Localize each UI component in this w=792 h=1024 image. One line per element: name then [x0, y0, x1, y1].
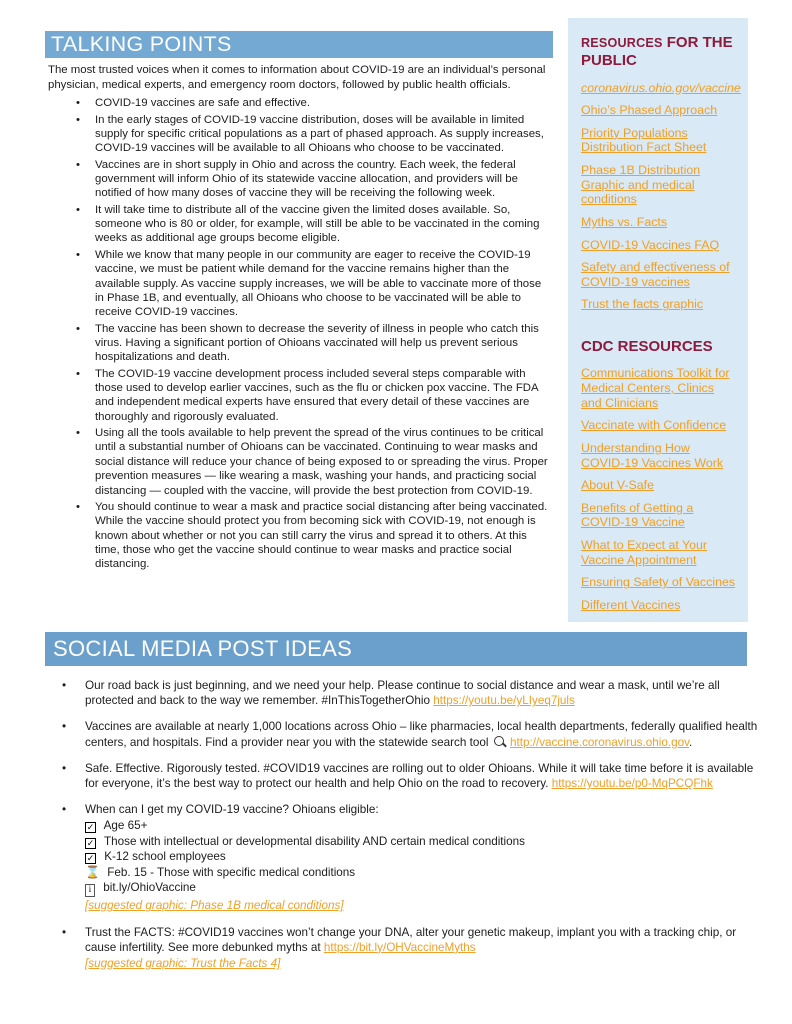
public-resource-link[interactable]: Priority Populations Distribution Fact Sheet	[581, 125, 707, 155]
public-resource-item	[581, 238, 736, 253]
check-icon: ✓	[86, 853, 95, 864]
suggested-graphic-note: [suggested graphic: Trust the Facts 4]	[85, 957, 281, 971]
public-resource-link[interactable]: coronavirus.ohio.gov/vaccine	[581, 80, 741, 95]
cdc-resource-link[interactable]: About V-Safe	[581, 478, 655, 493]
social-post-item	[45, 719, 760, 749]
check-icon: ✓	[86, 837, 95, 848]
social-media-banner	[45, 632, 747, 666]
talking-points-banner	[45, 31, 553, 58]
talking-point-item: • The COVID-19 vaccine development process included several steps comparable with those used to develop earlier vaccines, such as the flu or chicken pox vaccine. The FDA and independent medical experts have ensured that every detail of these vaccines are thoroughly and rigorously evaluated.	[45, 367, 553, 424]
social-post-text: • Trust the FACTS: #COVID19 vaccines won’t change your DNA, alter your genetic makeup, implant you with a tracking chip, or cause infertility. See more debunked myths at https://bit.ly/OHVaccineMyths	[85, 925, 737, 954]
cdc-resource-link[interactable]: Different Vaccines	[581, 597, 681, 612]
social-post-item	[45, 925, 760, 972]
social-post-text: • Our road back is just beginning, and we need your help. Please continue to social distance and wear a mask, until we’re all protected and back to the way we remember. #InThisTogetherOhio https://youtu.be/yLIyeq7juls	[85, 679, 720, 708]
resources-public-heading-small: RESOURCES	[581, 36, 663, 50]
resources-public-heading-rest: FOR THE PUBLIC	[581, 34, 733, 70]
info-icon: i	[85, 884, 95, 897]
social-post-text: • When can I get my COVID-19 vaccine? Ohioans eligible:	[85, 803, 379, 817]
social-post-text: • Vaccines are available at nearly 1,000 locations across Ohio – like pharmacies, local health departments, federally qualified health centers, and hospitals. Find a provider near you with the statewide search tool http://vaccine.coronavirus.ohio.gov.	[85, 720, 758, 749]
talking-point-item: • Using all the tools available to help prevent the spread of the virus continues to be critical until a substantial number of Ohioans can be vaccinated. Continuing to wear masks and social distance will reduce your chance of being exposed to or spreading the virus. Proper prevention measures — like wearing a mask, washing your hands, and practicing social distancing — coupled with the vaccine, will provide the best protection from COVID-19.	[45, 426, 553, 498]
talking-points-list	[45, 96, 553, 572]
public-resource-item	[581, 215, 736, 230]
talking-point-item: • It will take time to distribute all of the vaccine given the limited doses available. So, someone who is 80 or older, for example, will still be able to be vaccinated in the coming weeks as additional age groups become eligible.	[45, 203, 553, 246]
checklist-row: ✓ K-12 school employees	[86, 850, 226, 864]
cdc-resource-link[interactable]: Understanding How COVID-19 Vaccines Work	[581, 440, 724, 470]
public-resource-link[interactable]: Trust the facts graphic	[581, 297, 704, 312]
search-icon	[494, 736, 504, 746]
public-resource-link[interactable]: Ohio’s Phased Approach	[581, 103, 718, 118]
cdc-resource-link[interactable]: Ensuring Safety of Vaccines	[581, 575, 736, 590]
social-post-item	[45, 678, 760, 708]
public-resource-item	[581, 163, 736, 207]
talking-points-section	[45, 18, 553, 574]
checklist-row: ⌛ Feb. 15 - Those with specific medical conditions	[85, 864, 356, 879]
public-resource-item	[581, 297, 736, 312]
talking-point-item: • Vaccines are in short supply in Ohio and across the country. Each week, the federal government will inform Ohio of its statewide vaccine allocation, and providers will be notified of how many doses of vaccine they will be receiving the following week.	[45, 158, 553, 201]
cdc-resource-link[interactable]: Communications Toolkit for Medical Centers, Clinics and Clinicians	[581, 366, 730, 410]
suggested-graphic-note: [suggested graphic: Phase 1B medical conditions]	[85, 899, 344, 913]
public-resource-item	[581, 103, 736, 118]
public-resource-link[interactable]: Myths vs. Facts	[581, 214, 668, 229]
talking-point-item: • COVID-19 vaccines are safe and effective.	[45, 96, 553, 110]
talking-point-item: • While we know that many people in our community are eager to receive the COVID-19 vaccine, we must be patient while demand for the vaccine remains higher than the available supply. As vaccine supply increases, we will be able to vaccinate more of those in Phase 1B, and eventually, all Ohioans who choose to be vaccinated will be able to receive COVID-19 vaccines.	[45, 248, 553, 320]
cdc-resource-item	[581, 501, 736, 530]
public-resource-link[interactable]: Safety and effectiveness of COVID-19 vaccines	[581, 260, 730, 289]
hourglass-icon: ⌛	[85, 864, 100, 879]
cdc-resource-item	[581, 366, 736, 410]
checklist-row: ✓ Those with intellectual or developmental disability AND certain medical conditions	[86, 834, 525, 848]
cdc-resource-item	[581, 538, 736, 567]
cdc-resource-link[interactable]: Benefits of Getting a COVID-19 Vaccine	[581, 500, 694, 530]
page-title: TALKING POINTS	[51, 32, 232, 56]
talking-point-item: • You should continue to wear a mask and practice social distancing after being vaccinated. While the vaccine should protect you from becoming sick with COVID-19, not enough is known about whether or not you can still carry the virus and spread it to others. At this time, those who get the vaccine should continue to wear masks and practice social distancing.	[45, 500, 553, 572]
social-post-item	[45, 761, 760, 791]
social-media-title: SOCIAL MEDIA POST IDEAS	[53, 636, 353, 661]
cdc-resources-heading: CDC RESOURCES	[581, 338, 713, 356]
social-post-list	[45, 678, 760, 971]
public-resource-item	[581, 260, 736, 289]
cdc-resource-item	[581, 441, 736, 470]
cdc-resource-item	[581, 575, 736, 590]
social-post-text: • Safe. Effective. Rigorously tested. #COVID19 vaccines are rolling out to older Ohioans. While it will take time before it is available for everyone, it’s the best way to protect our health and help Ohio on the road to recovery. https://youtu.be/p0-MqPCQFhk	[85, 761, 754, 791]
public-resource-item	[581, 80, 741, 96]
social-post-link[interactable]: https://bit.ly/OHVaccineMyths	[323, 940, 476, 954]
social-post-link[interactable]: https://youtu.be/yLIyeq7juls	[433, 694, 575, 708]
cdc-resource-link[interactable]: Vaccinate with Confidence	[581, 418, 727, 433]
social-post-link[interactable]: https://youtu.be/p0-MqPCQFhk	[551, 777, 713, 791]
social-post-link[interactable]: http://vaccine.coronavirus.ohio.gov	[509, 735, 690, 749]
cdc-resource-links	[581, 366, 736, 612]
cdc-resource-item	[581, 418, 736, 433]
talking-point-item: • The vaccine has been shown to decrease the severity of illness in people who catch this virus. Having a significant portion of Ohioans vaccinated will help us prevent serious hospitalizations and death.	[45, 322, 553, 365]
checklist-row: ✓ Age 65+	[86, 819, 148, 833]
public-resource-links	[581, 80, 741, 313]
checklist-row: i bit.ly/OhioVaccine	[85, 880, 760, 897]
resources-public-heading	[581, 34, 736, 71]
talking-point-item: • In the early stages of COVID-19 vaccine distribution, doses will be available in limited supply for specific critical populations as a part of phased approach. As supply increases, COVID-19 vaccines will be available to all Ohioans who choose to be vaccinated.	[45, 113, 553, 156]
cdc-resource-item	[581, 478, 736, 493]
sidebar	[568, 18, 748, 622]
check-icon: ✓	[86, 822, 95, 833]
intro-paragraph: The most trusted voices when it comes to information about COVID-19 are an individual’s personal physician, medical experts, and emergency room doctors, followed by public health officials.	[48, 64, 546, 91]
eligibility-checklist	[85, 818, 760, 897]
public-resource-link[interactable]: Phase 1B Distribution Graphic and medical conditions	[581, 163, 701, 207]
social-post-item	[45, 802, 760, 913]
cdc-resource-link[interactable]: What to Expect at Your Vaccine Appointment	[581, 538, 708, 567]
public-resource-item	[581, 126, 736, 155]
cdc-resource-item	[581, 598, 736, 613]
public-resource-link[interactable]: COVID-19 Vaccines FAQ	[581, 237, 720, 252]
